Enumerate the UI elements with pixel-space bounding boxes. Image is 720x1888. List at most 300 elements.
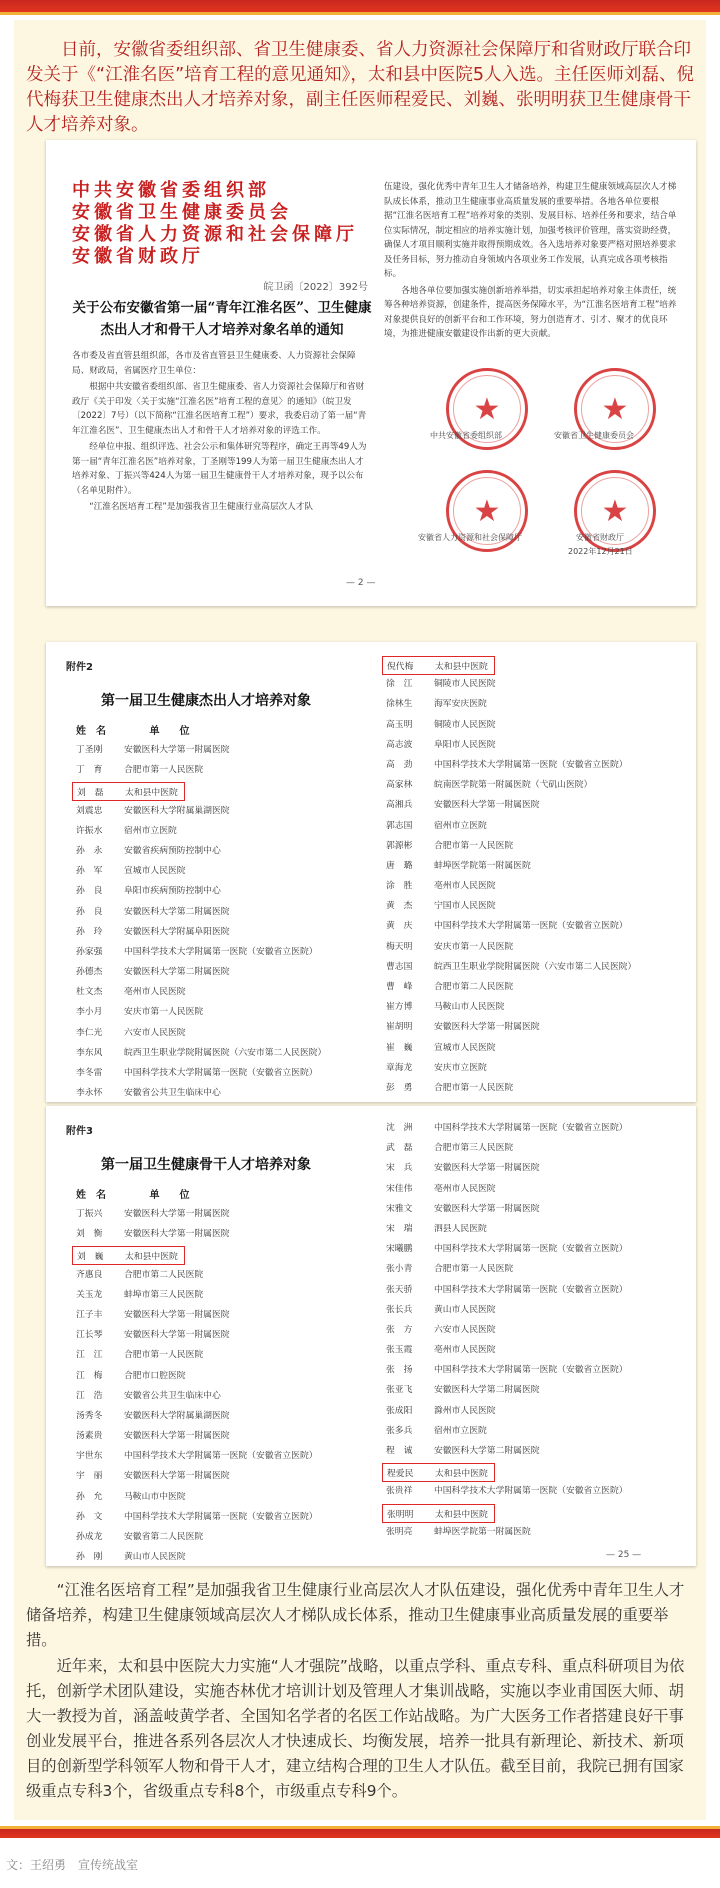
issuer-line: 安徽省卫生健康委员会 (72, 202, 292, 223)
list-item (386, 979, 636, 999)
list-entry (386, 1385, 540, 1395)
top-banner-bar (0, 0, 720, 15)
list-item (76, 1206, 318, 1226)
candidate-unit: 合肥市第一人民医院 (124, 765, 204, 776)
list-item (386, 737, 636, 757)
candidate-unit: 亳州市人民医院 (124, 987, 186, 998)
header-unit: 单 位 (149, 1190, 190, 1201)
candidate-name: 梅天明 (386, 941, 413, 952)
candidate-name: 丁振兴 (76, 1209, 103, 1219)
list-item (386, 1241, 628, 1261)
candidate-unit: 安徽医科大学附属巢湖医院 (124, 1410, 230, 1421)
candidate-name: 孙成龙 (76, 1532, 103, 1542)
list-entry (76, 1471, 230, 1481)
list-entry (386, 1446, 540, 1456)
list-entry (386, 1224, 487, 1234)
candidate-name: 宋曦鹏 (386, 1244, 413, 1255)
candidate-unit: 海军安庆医院 (434, 699, 487, 710)
list-entry (386, 1305, 496, 1315)
list-item (386, 1040, 636, 1060)
list-entry (386, 1063, 487, 1073)
candidate-unit: 中国科学技术大学附属第一医院（安徽省立医院） (124, 1068, 318, 1078)
candidate-unit: 安徽医科大学附属巢湖医院 (124, 805, 230, 816)
candidate-unit: 蚌埠市第三人民医院 (124, 1289, 204, 1300)
candidate-unit: 中国科学技术大学附属第一医院（安徽省立医院） (124, 946, 318, 957)
closing-paragraph: 近年来，太和县中医院大力实施“人才强院”战略，以重点学科、重点专科、重点科研项目为依托，创新学术团队建设，实施杏林优才培训计划及管理人才集训战略，实施以李业甫国医大师、胡大一教授为首，涵盖岐黄学者、全国知名学者的名医工作站战略。为广大医务工作者搭建良好干事创业发展平台，推进各系列各层次人才快速成长、均衡发展，培养一批具有新理论、新技术、新项目的创新型学科领军人物和骨干人才，建立结构合理的卫生人才队伍。截至目前，我院已拥有国家级重点专科3个，省级重点专科8个，市级重点专科9个。 (26, 1657, 685, 1800)
candidate-unit: 安徽省疾病预防控制中心 (124, 845, 221, 856)
candidate-unit: 合肥市第一人民医院 (434, 1264, 514, 1275)
candidate-name: 宋 瑞 (386, 1223, 413, 1234)
candidate-name: 齐惠良 (76, 1269, 103, 1280)
list-entry (76, 886, 221, 896)
candidate-unit: 中国科学技术大学附属第一医院（安徽省立医院） (434, 1284, 628, 1295)
candidate-name: 孙 良 (76, 886, 103, 897)
list-item (76, 1287, 318, 1307)
candidate-unit: 中国科学技术大学附属第一医院（安徽省立医院） (434, 1123, 628, 1133)
list-item (386, 1060, 636, 1080)
highlight-box (72, 782, 185, 801)
list-item (386, 696, 636, 716)
list-entry (76, 1532, 203, 1542)
list-entry (386, 861, 531, 871)
list-entry (386, 679, 496, 689)
list-item (386, 838, 636, 858)
candidate-name: 刘 巍 (77, 1252, 104, 1263)
candidate-unit: 铜陵市人民医院 (434, 719, 496, 730)
candidate-unit: 安徽省公共卫生临床中心 (124, 1088, 221, 1099)
author-credit: 文：王绍勇 宣传统战室 (6, 1858, 139, 1872)
notice-paragraph: “江淮名医培育工程”是加强我省卫生健康行业高层次人才队 (89, 502, 313, 512)
candidate-unit: 太和县中医院 (125, 1252, 178, 1263)
candidate-name: 武 磊 (386, 1143, 413, 1154)
list-item (386, 1302, 628, 1322)
candidate-unit: 中国科学技术大学附属第一医院（安徽省立医院） (434, 1244, 628, 1255)
candidate-name: 江 江 (76, 1350, 103, 1361)
list-item (76, 1267, 318, 1287)
official-seal-icon: ★ (446, 470, 528, 552)
candidate-name: 张天骄 (386, 1284, 413, 1295)
page-number: — 25 — (606, 1550, 642, 1560)
candidate-name: 关玉龙 (76, 1289, 103, 1300)
notice-document-image (46, 140, 696, 606)
list-item (386, 1443, 628, 1463)
list-item (76, 944, 326, 964)
list-entry (76, 826, 177, 836)
closing-paragraph: “江淮名医培育工程”是加强我省卫生健康行业高层次人才队伍建设，强化优秀中青年卫生人才储备培养，构建卫生健康领域高层次人才梯队成长体系，推动卫生健康事业高质量发展的重要举措。 (26, 1581, 685, 1649)
candidate-unit: 安徽医科大学第一附属医院 (124, 1229, 230, 1240)
candidate-name: 宇世东 (76, 1451, 103, 1462)
candidate-unit: 安徽医科大学附属阜阳医院 (124, 926, 230, 937)
candidate-name: 刘 衡 (76, 1229, 103, 1240)
notice-left-column (72, 180, 372, 517)
list-item (76, 1347, 318, 1367)
candidate-unit: 安徽医科大学第一附属医院 (434, 800, 540, 811)
list-entry (386, 1204, 540, 1214)
list-entry (386, 1244, 628, 1254)
candidate-unit: 中国科学技术大学附属第一医院（安徽省立医院） (434, 759, 628, 770)
candidate-name: 张贵祥 (386, 1486, 413, 1497)
candidate-unit: 安徽医科大学第二附属医院 (434, 1385, 540, 1396)
candidate-unit: 铜陵市人民医院 (434, 679, 496, 690)
list-entry (386, 1345, 496, 1355)
list-item (76, 924, 326, 944)
list-entry (76, 765, 203, 775)
candidate-unit: 黄山市人民医院 (434, 1304, 496, 1315)
candidate-name: 涂 胜 (386, 881, 413, 892)
list-entry (76, 866, 186, 876)
list-item (386, 1181, 628, 1201)
candidate-name: 黄 杰 (386, 901, 413, 912)
list-item (76, 964, 326, 984)
list-entry (76, 1391, 221, 1401)
list-entry (76, 1209, 230, 1219)
candidate-name: 李冬雷 (76, 1068, 103, 1078)
candidate-name: 曹 峰 (386, 982, 413, 992)
candidate-unit: 皖西卫生职业学院附属医院（六安市第二人民医院） (124, 1047, 327, 1058)
list-entry (76, 1350, 203, 1360)
candidate-unit: 亳州市人民医院 (434, 1345, 496, 1356)
notice-title: 关于公布安徽省第一届“青年江淮名医”、卫生健康杰出人才和骨干人才培养对象名单的通知 (72, 300, 372, 338)
candidate-unit: 阜阳市人民医院 (434, 739, 496, 750)
list-entry (76, 927, 230, 937)
candidate-name: 李永怀 (76, 1088, 103, 1099)
candidate-unit: 安徽医科大学第一附属医院 (124, 1471, 230, 1482)
notice-paragraph: 各市委及省直管县组织部，各市及省直管县卫生健康委、人力资源社会保障局、财政局，省属医疗卫生单位： (72, 351, 356, 376)
list-item (386, 1282, 628, 1302)
candidate-name: 张长兵 (386, 1304, 413, 1315)
list-item (386, 1221, 628, 1241)
candidate-name: 李东风 (76, 1047, 103, 1058)
list-entry (386, 740, 496, 750)
list-header (76, 1186, 189, 1201)
list-entry (386, 1123, 628, 1133)
list-item (386, 1403, 628, 1423)
list-item (76, 984, 326, 1004)
list-item (386, 1140, 628, 1160)
candidate-unit: 宿州市立医院 (124, 825, 177, 836)
header-name: 姓 名 (76, 726, 106, 737)
list-entry (386, 821, 487, 831)
annex-2-list-image (46, 642, 696, 1102)
signatory: 安徽省人力资源和社会保障厅 (418, 533, 522, 542)
candidate-name: 章海龙 (386, 1062, 413, 1073)
candidate-name: 程爱民 (387, 1469, 414, 1480)
header-name: 姓 名 (76, 1190, 106, 1201)
candidate-name: 江长琴 (76, 1330, 103, 1341)
list-entry (76, 1028, 186, 1038)
list-entry (76, 1451, 318, 1461)
list-item (76, 1428, 318, 1448)
candidate-unit: 阜阳市疾病预防控制中心 (124, 886, 221, 897)
list-entry (76, 1330, 230, 1340)
candidate-unit: 合肥市第二人民医院 (434, 982, 514, 992)
annex-label: 附件3 (66, 1126, 93, 1137)
annex-3-list-image (46, 1106, 696, 1566)
issuer-line: 中共安徽省委组织部 (72, 180, 270, 201)
list-item (76, 1448, 318, 1468)
list-item (76, 1327, 318, 1347)
list-entry (386, 1426, 487, 1436)
list-item (76, 1549, 318, 1566)
list-entry (386, 841, 513, 851)
list-entry (386, 962, 636, 972)
list-item (386, 878, 636, 898)
list-item (386, 1322, 628, 1342)
candidate-name: 孙 军 (76, 866, 103, 877)
list-item (76, 762, 326, 782)
list-item (76, 843, 326, 863)
list-entry (386, 1365, 628, 1375)
candidate-unit: 合肥市口腔医院 (124, 1370, 186, 1381)
list-item (386, 999, 636, 1019)
list-item (386, 1504, 628, 1524)
official-seal-icon: ★ (446, 368, 528, 450)
candidate-list-right (386, 1120, 628, 1544)
list-entry (76, 1512, 318, 1522)
candidate-unit: 泗县人民医院 (434, 1223, 487, 1234)
list-item (386, 898, 636, 918)
list-item (386, 1382, 628, 1402)
list-item (76, 1065, 326, 1085)
list-item (76, 1529, 318, 1549)
list-item (386, 1080, 636, 1100)
candidate-unit: 太和县中医院 (435, 1469, 488, 1480)
candidate-unit: 中国科学技术大学附属第一医院（安徽省立医院） (124, 1511, 318, 1522)
candidate-unit: 中国科学技术大学附属第一医院（安徽省立医院） (434, 1486, 628, 1497)
candidate-name: 高志波 (386, 739, 413, 750)
candidate-name: 张 方 (386, 1324, 413, 1335)
candidate-unit: 马鞍山市中医院 (124, 1491, 186, 1502)
candidate-unit: 六安市人民医院 (434, 1324, 496, 1335)
candidate-unit: 中国科学技术大学附属第一医院（安徽省立医院） (434, 1365, 628, 1376)
candidate-unit: 合肥市第二人民医院 (124, 1269, 204, 1280)
list-item (76, 1226, 318, 1246)
list-item (386, 656, 636, 676)
highlight-box (382, 656, 495, 675)
candidate-name: 崔胡明 (386, 1022, 413, 1033)
list-item (76, 904, 326, 924)
candidate-unit: 皖西卫生职业学院附属医院（六安市第二人民医院） (434, 961, 637, 972)
candidate-unit: 安徽医科大学第一附属医院 (124, 1209, 230, 1219)
list-item (76, 803, 326, 823)
candidate-name: 宋雅文 (386, 1203, 413, 1214)
candidate-unit: 亳州市人民医院 (434, 881, 496, 892)
list-item (386, 1160, 628, 1180)
candidate-unit: 安徽医科大学第一附属医院 (124, 1309, 230, 1320)
list-entry (76, 1371, 186, 1381)
list-item (76, 863, 326, 883)
list-item (386, 777, 636, 797)
issuer-line: 安徽省人力资源和社会保障厅 (72, 224, 358, 245)
list-item (76, 1307, 318, 1327)
candidate-name: 丁圣刚 (76, 745, 103, 755)
candidate-unit: 安徽医科大学第一附属医院 (434, 1203, 540, 1214)
candidate-name: 张小青 (386, 1264, 413, 1275)
candidate-name: 徐 江 (386, 679, 413, 690)
candidate-unit: 宿州市立医院 (434, 1425, 487, 1436)
candidate-name: 崔方博 (386, 1002, 413, 1013)
candidate-unit: 宿州市立医院 (434, 820, 487, 831)
candidate-name: 宇 丽 (76, 1471, 103, 1482)
candidate-unit: 中国科学技术大学附属第一医院（安徽省立医院） (434, 921, 628, 932)
candidate-name: 孙家强 (76, 946, 103, 957)
header-unit: 单 位 (149, 726, 190, 737)
list-item (386, 959, 636, 979)
candidate-name: 孙 刚 (76, 1552, 103, 1563)
list-item (386, 939, 636, 959)
signatory: 安徽省卫生健康委员会 (554, 431, 634, 440)
candidate-name: 张成阳 (386, 1405, 413, 1416)
list-item (386, 797, 636, 817)
list-entry (76, 806, 230, 816)
list-entry (76, 745, 230, 755)
list-item (386, 717, 636, 737)
candidate-name: 杜文杰 (76, 987, 103, 998)
candidate-name: 孙 玲 (76, 926, 103, 937)
list-entry (386, 699, 487, 709)
list-entry (76, 967, 230, 977)
list-item (76, 1085, 326, 1102)
list-entry (386, 1083, 513, 1093)
candidate-name: 孙 良 (76, 906, 103, 917)
issue-date: 2022年12月21日 (568, 547, 633, 556)
candidate-unit: 亳州市人民医院 (434, 1183, 496, 1194)
list-title: 第一届卫生健康杰出人才培养对象 (101, 693, 311, 709)
list-item (386, 818, 636, 838)
list-entry (386, 1143, 513, 1153)
list-item (386, 1524, 628, 1544)
list-item (76, 883, 326, 903)
issuer-line: 安徽省财政厅 (72, 246, 204, 267)
list-entry (76, 1088, 221, 1098)
list-item (386, 1120, 628, 1140)
candidate-unit: 黄山市人民医院 (124, 1552, 186, 1563)
list-item (386, 1019, 636, 1039)
candidate-unit: 太和县中医院 (435, 1509, 488, 1520)
candidate-name: 江 浩 (76, 1390, 103, 1401)
candidate-name: 高家林 (386, 780, 413, 791)
list-entry (76, 1007, 203, 1017)
candidate-unit: 安徽医科大学第一附属医院 (434, 1163, 540, 1174)
list-item (76, 1045, 326, 1065)
candidate-name: 江 梅 (76, 1370, 103, 1381)
list-item (386, 918, 636, 938)
candidate-name: 张亚飞 (386, 1385, 413, 1396)
candidate-name: 郭志国 (386, 820, 413, 831)
candidate-unit: 安徽医科大学第一附属医院 (434, 1022, 540, 1033)
candidate-name: 沈 洲 (386, 1123, 413, 1133)
notice-paragraph: 伍建设，强化优秀中青年卫生人才储备培养，构建卫生健康领域高层次人才梯队成长体系，推动卫生健康事业高质量发展的重要举措。各地各单位要根据“江淮名医培育工程”培养对象的类别、发展目标、培养任务和要求，结合单位实际情况，制定相应的培养实施计划，加强考核评价管理，落实资助经费，确保人才项目顺利实施并取得预期成效。各入选培养对象要严格对照培养要求及任务目标，努力推动自身领域内各项业务工作发展，认真完成各项考核指标。 (384, 182, 677, 279)
candidate-unit: 宣城市人民医院 (434, 1042, 496, 1053)
signatory: 中共安徽省委组织部 (430, 431, 502, 440)
candidate-name: 高玉明 (386, 719, 413, 730)
list-item (386, 1261, 628, 1281)
candidate-name: 程 诚 (386, 1446, 413, 1456)
candidate-name: 崔 巍 (386, 1042, 413, 1053)
official-seal-icon: ★ (574, 368, 656, 450)
candidate-name: 汤秀冬 (76, 1410, 103, 1421)
list-item (76, 742, 326, 762)
candidate-unit: 马鞍山市人民医院 (434, 1002, 505, 1013)
candidate-unit: 合肥市第一人民医院 (434, 840, 514, 851)
candidate-unit: 蚌埠医学院第一附属医院 (434, 860, 531, 871)
list-entry (386, 1486, 628, 1496)
notice-paragraph: 各地各单位要加强实施创新培养举措，切实承担起培养对象主体责任，统筹各种培养资源，创建条件，提高医务保障水平，为“江淮名医培育工程”培养对象提供良好的创新平台和工作环境，努力创造育才、引才、聚才的优良环境，为推进健康安徽建设作出新的更大贡献。 (384, 285, 677, 339)
list-item (386, 858, 636, 878)
candidate-unit: 合肥市第三人民医院 (434, 1143, 514, 1154)
candidate-name: 黄 庆 (386, 921, 413, 932)
highlight-box (72, 1246, 185, 1265)
notice-paragraph: 经单位申报、组织评选、社会公示和集体研究等程序，确定王再等49人为第一届“青年江淮名医”培养对象，丁圣刚等199人为第一届卫生健康杰出人才培养对象、丁振兴等424人为第一届卫生健康骨干人才培养对象，现予以公布（名单见附件）。 (72, 442, 367, 496)
candidate-name: 孙 文 (76, 1511, 103, 1522)
candidate-name: 曹志国 (386, 961, 413, 972)
highlight-box (382, 1504, 495, 1523)
candidate-list-right (386, 656, 636, 1100)
page-number: — 2 — (346, 578, 376, 588)
list-item (386, 1483, 628, 1503)
list-entry (76, 907, 230, 917)
candidate-unit: 安徽医科大学第一附属医院 (124, 745, 230, 755)
notice-right-column (384, 180, 680, 344)
list-item (76, 1509, 318, 1529)
candidate-unit: 安徽医科大学第二附属医院 (434, 1446, 540, 1456)
list-entry (386, 1043, 496, 1053)
notice-paragraph: 根据中共安徽省委组织部、省卫生健康委、省人力资源社会保障厅和省财政厅《关于印发〈关于实施“江淮名医”培育工程的意见〉的通知》（皖卫发〔2022〕7号）（以下简称“江淮名医培育工程”）要求，我委启动了第一届“青年江淮名医”、卫生健康杰出人才和骨干人才培养对象的评选工作。 (72, 382, 367, 436)
candidate-name: 郭源彬 (386, 840, 413, 851)
list-item (76, 1408, 318, 1428)
list-item (76, 1246, 318, 1266)
candidate-name: 倪代梅 (387, 662, 414, 672)
candidate-name: 宋 兵 (386, 1163, 413, 1174)
list-entry (76, 947, 318, 957)
candidate-name: 汤素贵 (76, 1431, 103, 1442)
candidate-name: 宋佳伟 (386, 1183, 413, 1194)
list-item (76, 1489, 318, 1509)
candidate-unit: 安徽医科大学第一附属医院 (124, 1330, 230, 1341)
list-entry (386, 760, 628, 770)
candidate-list-left (76, 742, 326, 1102)
candidate-unit: 安徽医科大学第二附属医院 (124, 967, 230, 978)
candidate-name: 孙 允 (76, 1491, 103, 1502)
list-title: 第一届卫生健康骨干人才培养对象 (101, 1157, 311, 1173)
list-entry (76, 1310, 230, 1320)
candidate-name: 彭 勇 (386, 1082, 413, 1093)
list-item (76, 1004, 326, 1024)
list-entry (76, 1270, 203, 1280)
list-item (76, 1388, 318, 1408)
list-item (76, 782, 326, 802)
document-number: 皖卫函〔2022〕392号 (263, 282, 368, 293)
candidate-unit: 安徽医科大学第一附属医院 (124, 1431, 230, 1442)
candidate-name: 高湘兵 (386, 800, 413, 811)
list-item (386, 1342, 628, 1362)
candidate-name: 张明明 (387, 1509, 414, 1520)
list-entry (386, 1163, 540, 1173)
candidate-unit: 合肥市第一人民医院 (124, 1350, 204, 1361)
list-entry (386, 982, 513, 992)
highlight-box (382, 1463, 495, 1482)
list-entry (76, 1552, 186, 1562)
candidate-name: 孙德杰 (76, 967, 103, 978)
list-entry (386, 1325, 496, 1335)
list-entry (386, 1184, 496, 1194)
list-entry (76, 1290, 203, 1300)
candidate-unit: 宁国市人民医院 (434, 901, 496, 912)
candidate-unit: 安徽省第二人民医院 (124, 1532, 204, 1542)
list-entry (76, 1048, 326, 1058)
candidate-unit: 六安市人民医院 (124, 1027, 186, 1038)
official-seal-icon: ★ (574, 470, 656, 552)
